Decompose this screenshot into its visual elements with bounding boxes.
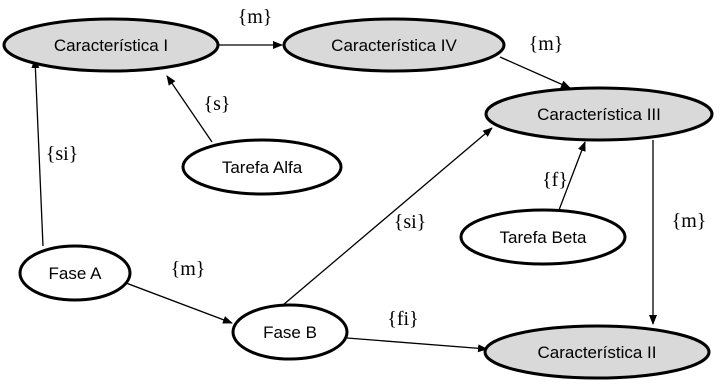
node-caracteristica-iv <box>284 19 504 71</box>
node-tarefa-alfa <box>183 140 341 194</box>
nodes-layer <box>4 19 712 378</box>
edge-label-car3-to-car2: {m} <box>671 210 707 232</box>
edge-arrow-faseB-to-car2 <box>347 338 487 349</box>
edge-label-faseB-to-car2: {fi} <box>387 308 419 330</box>
node-label: Fase A <box>48 264 102 283</box>
edge-label-faseB-to-car3: {si} <box>393 211 427 233</box>
edge-arrow-faseA-to-faseB <box>126 283 232 323</box>
node-label: Tarefa Beta <box>499 228 587 247</box>
node-label: Característica IV <box>331 36 457 55</box>
node-tarefa-beta <box>461 210 625 264</box>
edge-label-faseA-to-car1: {si} <box>45 143 79 165</box>
edge-label-alfa-to-car1: {s} <box>203 93 231 115</box>
node-fase-b <box>233 305 347 359</box>
edge-label-car4-to-car3: {m} <box>528 33 564 55</box>
edge-label-beta-to-car3: {f} <box>542 169 568 191</box>
node-fase-a <box>20 246 130 300</box>
node-caracteristica-ii <box>485 326 709 378</box>
edge-label-faseA-to-faseB: {m} <box>170 258 206 280</box>
node-label: Fase B <box>263 323 317 342</box>
node-caracteristica-i <box>4 19 218 71</box>
edge-label-car1-to-car4: {m} <box>237 6 273 28</box>
edge-arrow-faseA-to-car1 <box>35 59 43 246</box>
node-label: Característica III <box>537 105 661 124</box>
node-label: Tarefa Alfa <box>221 158 303 177</box>
node-label: Característica II <box>537 343 657 362</box>
node-label: Característica I <box>53 36 169 55</box>
edge-arrow-car4-to-car3 <box>500 57 570 88</box>
node-caracteristica-iii <box>486 88 712 140</box>
